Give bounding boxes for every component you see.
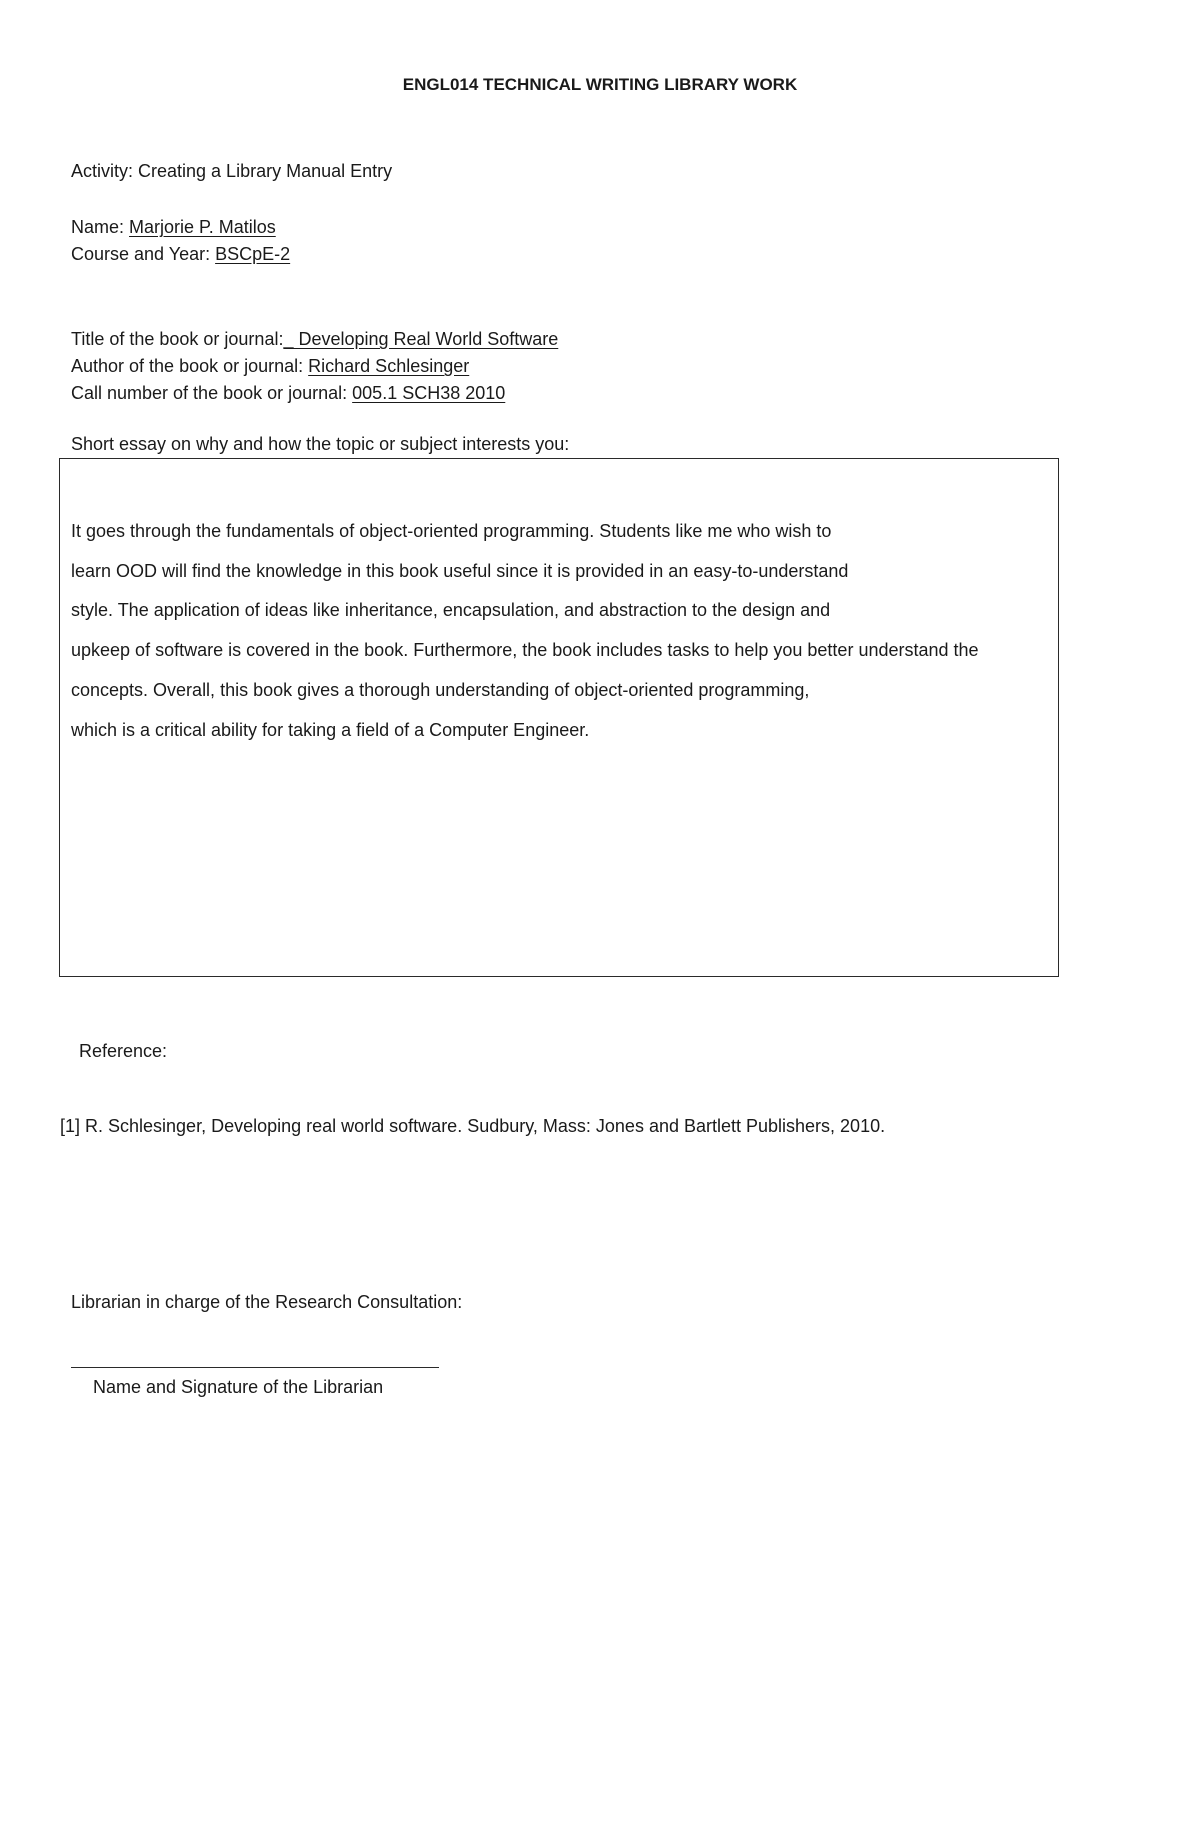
book-title-line [71,328,558,350]
course-label: Course and Year: [71,244,216,264]
librarian-label: Librarian in charge of the Research Consultation: [71,1292,463,1312]
call-number-line [71,382,505,404]
essay-line: concepts. Overall, this book gives a thorough understanding of object-oriented programming, [71,680,810,700]
call-number-label: Call number of the book or journal: [71,383,353,403]
document-title: ENGL014 TECHNICAL WRITING LIBRARY WORK [402,75,798,94]
course-line [71,243,290,265]
reference-label: Reference: [79,1041,168,1061]
name-value: Marjorie P. Matilos [129,217,276,237]
course-value: BSCpE-2 [215,244,291,264]
name-label: Name: [71,217,130,237]
reference-entry: [1] R. Schlesinger, Developing real world software. Sudbury, Mass: Jones and Bartlett Publishers, 2010. [60,1116,886,1136]
author-label: Author of the book or journal: [71,356,309,376]
essay-line: which is a critical ability for taking a field of a Computer Engineer. [71,720,590,740]
essay-line: style. The application of ideas like inheritance, encapsulation, and abstraction to the design and [71,600,831,620]
name-line [71,216,276,238]
signature-line [71,1367,439,1368]
essay-line: upkeep of software is covered in the book. Furthermore, the book includes tasks to help you better understand the [71,640,979,660]
signature-caption: Name and Signature of the Librarian [93,1377,384,1397]
activity-line: Activity: Creating a Library Manual Entry [71,161,393,181]
author-value: Richard Schlesinger [308,356,470,376]
book-title-label: Title of the book or journal: [71,329,284,349]
book-title-value: _ Developing Real World Software [283,329,559,349]
essay-line: learn OOD will find the knowledge in this book useful since it is provided in an easy-to-understand [71,561,849,581]
essay-line: It goes through the fundamentals of object-oriented programming. Students like me who wish to [71,521,832,541]
essay-prompt: Short essay on why and how the topic or subject interests you: [71,434,570,454]
call-number-value: 005.1 SCH38 2010 [352,383,506,403]
author-line [71,355,469,377]
